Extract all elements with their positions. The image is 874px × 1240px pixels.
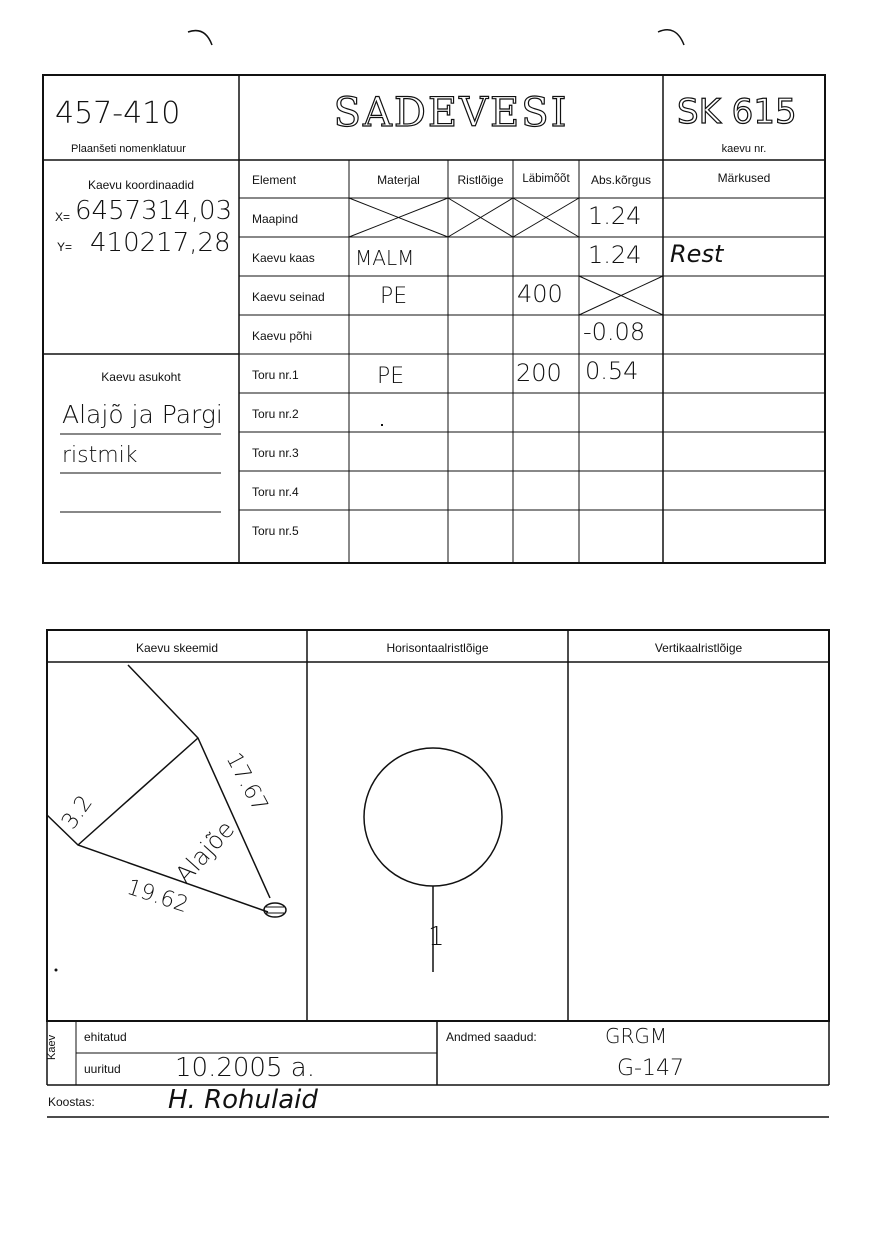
uuritud-label: uuritud <box>84 1062 121 1076</box>
andmed-value-1: GRGM <box>605 1024 668 1048</box>
location-line-1: Alajõ ja Pargi <box>62 400 223 429</box>
abs-maapind: 1.24 <box>588 202 642 230</box>
header-element: Element <box>252 173 297 187</box>
pipe-label: 1 <box>428 922 445 952</box>
ehitatud-label: ehitatud <box>84 1030 127 1044</box>
row-element: Kaevu kaas <box>252 251 315 265</box>
location-line-2: ristmik <box>62 443 138 468</box>
row-element: Kaevu põhi <box>252 329 313 343</box>
header-ristloige: Ristlõige <box>457 173 504 187</box>
coordinates-label: Kaevu koordinaadid <box>87 178 195 192</box>
row-element: Maapind <box>252 212 299 226</box>
nomenclature-label: Plaanšeti nomenklatuur <box>71 143 186 155</box>
punch-hole-right <box>658 30 684 45</box>
row-element: Toru nr.1 <box>252 368 299 382</box>
row-element: Toru nr.4 <box>252 485 299 499</box>
abs-toru1: 0.54 <box>585 357 639 385</box>
materjal-toru1: PE <box>377 364 405 389</box>
koostas-value: H. Rohulaid <box>168 1085 318 1115</box>
andmed-value-2: G-147 <box>617 1056 684 1081</box>
col-horisontaalristloige: Horisontaalristlõige <box>386 641 489 655</box>
punch-hole-left <box>188 31 212 45</box>
dimension-label: 3.2 <box>57 790 98 835</box>
y-coordinate: 410217,28 <box>90 228 231 258</box>
header-materjal: Materjal <box>377 173 420 187</box>
header-markused: Märkused <box>717 171 771 185</box>
materjal-kaas: MALM <box>355 246 415 270</box>
location-label: Kaevu asukoht <box>101 370 181 384</box>
row-element: Toru nr.3 <box>252 446 299 460</box>
kaev-label: Kaev <box>46 1034 58 1060</box>
andmed-label: Andmed saadud: <box>446 1030 537 1044</box>
well-number-label: kaevu nr. <box>721 143 767 155</box>
header-abs-korgus: Abs.kõrgus <box>590 173 652 187</box>
x-coordinate: 6457314,03 <box>75 196 233 226</box>
row-element: Toru nr.5 <box>252 524 299 538</box>
markused-kaas: Rest <box>670 240 724 268</box>
dimension-label: 19.62 <box>123 874 192 919</box>
x-prefix: X= <box>55 210 71 224</box>
abs-kaas: 1.24 <box>588 241 642 269</box>
dimension-label: 17.67 <box>220 748 273 817</box>
page-title: SADEVESI <box>333 90 569 136</box>
col-kaevu-skeemid: Kaevu skeemid <box>135 641 219 655</box>
row-element: Toru nr.2 <box>252 407 299 421</box>
well-number: SK 615 <box>677 92 797 132</box>
labimoot-seinad: 400 <box>517 280 563 308</box>
col-vertikaalristloige: Vertikaalristlõige <box>654 641 743 655</box>
koostas-label: Koostas: <box>48 1095 95 1109</box>
row-element: Kaevu seinad <box>252 290 325 304</box>
uuritud-value: 10.2005 a. <box>175 1053 315 1083</box>
y-prefix: Y= <box>57 240 73 254</box>
street-label: Alajõe <box>169 815 241 889</box>
materjal-seinad: PE <box>380 284 408 309</box>
header-labimoot: Läbimõõt <box>522 173 570 185</box>
labimoot-toru1: 200 <box>516 359 562 387</box>
nomenclature-value: 457-410 <box>55 96 181 131</box>
abs-pohi: -0.08 <box>583 318 646 346</box>
